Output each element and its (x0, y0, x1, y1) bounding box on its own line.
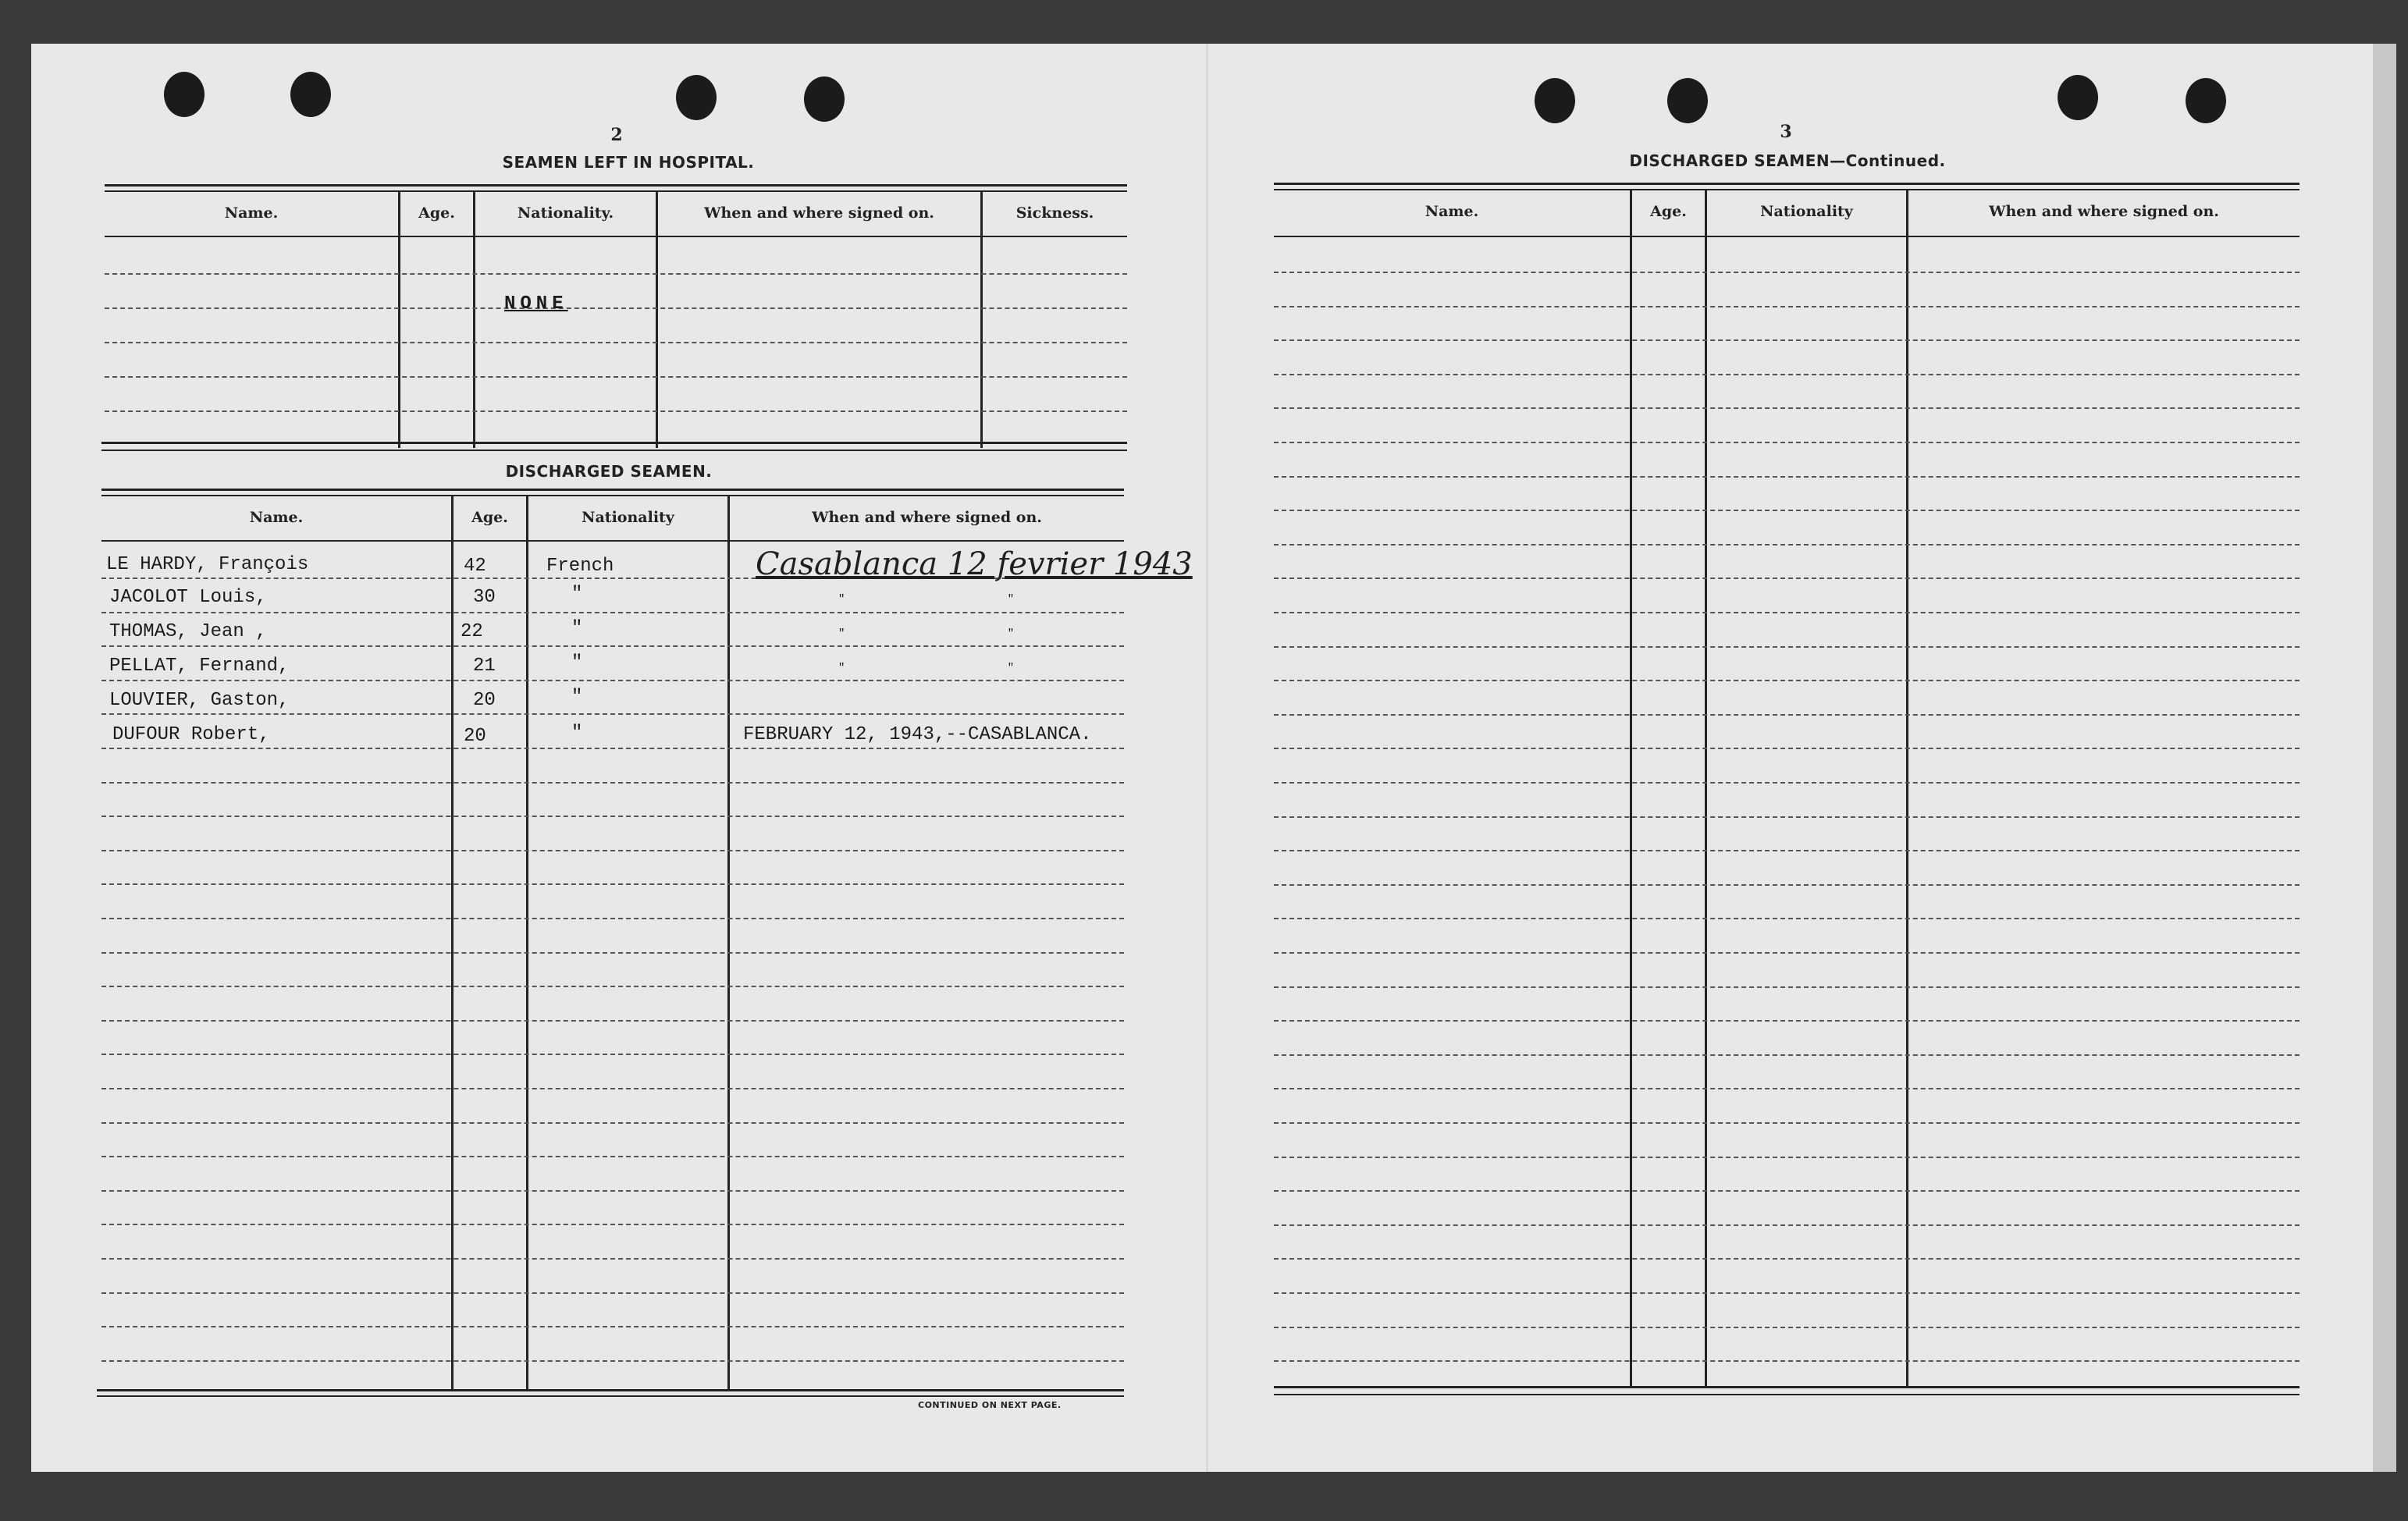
hospital-table-top-rule-2 (105, 190, 1127, 192)
row-line (101, 1224, 1124, 1225)
row-line (1274, 442, 2300, 443)
continued-footer: CONTINUED ON NEXT PAGE. (918, 1400, 1062, 1410)
row-line (1274, 952, 2300, 954)
row-line (101, 1258, 1124, 1260)
seaman-signed-on: FEBRUARY 12, 1943,--CASABLANCA. (743, 724, 1092, 745)
row-line (1274, 1190, 2300, 1192)
row-line (1274, 1224, 2300, 1226)
row-line (101, 816, 1124, 817)
row-line (101, 1088, 1124, 1089)
right-table-top-rule-2 (1274, 189, 2300, 190)
discharged-col-divider (727, 496, 730, 1389)
hospital-col-divider (398, 192, 400, 448)
row-line (101, 986, 1124, 987)
right-col-nationality: Nationality (1760, 203, 1853, 220)
row-line (1274, 680, 2300, 681)
hospital-table-top-rule (105, 184, 1127, 187)
row-line (1274, 1258, 2300, 1260)
seaman-nationality: " (571, 652, 583, 673)
seaman-name: PELLAT, Fernand, (109, 656, 290, 677)
seaman-age: 20 (464, 726, 486, 747)
row-line (1274, 510, 2300, 511)
seaman-age: 21 (473, 656, 496, 677)
punch-hole (290, 72, 331, 117)
hospital-col-divider (656, 192, 658, 448)
row-line (101, 612, 1124, 613)
page-number-left: 2 (610, 125, 623, 145)
row-line (1274, 1088, 2300, 1089)
seaman-age: 22 (461, 621, 483, 642)
row-line (1274, 476, 2300, 478)
seaman-age: 42 (464, 556, 486, 577)
seaman-name: DUFOUR Robert, (112, 724, 270, 745)
discharged-table-top-rule-2 (101, 495, 1124, 496)
discharged-col-nationality: Nationality (582, 509, 674, 526)
row-line (1274, 407, 2300, 409)
row-line (1274, 884, 2300, 886)
right-table-bottom-rule (1274, 1386, 2300, 1388)
row-line (1274, 816, 2300, 818)
discharged-section-title: DISCHARGED SEAMEN. (505, 462, 713, 481)
punch-hole (164, 72, 205, 117)
punch-hole (676, 75, 717, 120)
row-line (101, 952, 1124, 954)
row-line (1274, 1292, 2300, 1294)
row-line (101, 1020, 1124, 1022)
seaman-nationality: " (571, 584, 583, 605)
row-line (1274, 986, 2300, 988)
discharged-header-rule (101, 540, 1124, 542)
seaman-signed-on-handwritten: Casablanca 12 fevrier 1943 (756, 546, 1193, 582)
row-line (101, 1292, 1124, 1294)
hospital-none-entry: NONE (504, 293, 568, 315)
row-line (101, 1156, 1124, 1157)
sheet-edge (2373, 44, 2396, 1472)
punch-hole (804, 76, 845, 122)
row-line (101, 1122, 1124, 1124)
seaman-name: THOMAS, Jean , (109, 621, 267, 642)
discharged-col-divider (526, 496, 528, 1389)
seaman-name: JACOLOT Louis, (109, 587, 267, 608)
seaman-nationality: French (546, 556, 614, 577)
row-line (101, 918, 1124, 919)
right-col-signed-on: When and where signed on. (1989, 203, 2219, 220)
hospital-col-name: Name. (224, 204, 279, 222)
page-number-right: 3 (1780, 122, 1792, 142)
hospital-col-age: Age. (418, 204, 455, 222)
continued-section-title: DISCHARGED SEAMEN—Continued. (1629, 151, 1946, 170)
discharged-table-bottom-rule (97, 1389, 1124, 1391)
seaman-nationality: " (571, 687, 583, 708)
row-line (1274, 1360, 2300, 1362)
seaman-signed-on: " " (838, 662, 1015, 674)
seaman-nationality: " (571, 618, 583, 639)
row-line (101, 1054, 1124, 1055)
right-col-age: Age. (1650, 203, 1687, 220)
row-line (105, 307, 1127, 309)
seaman-nationality: " (571, 723, 583, 744)
punch-hole (1535, 78, 1575, 123)
seaman-age: 20 (473, 690, 496, 711)
right-col-divider (1906, 190, 1908, 1388)
row-line (101, 782, 1124, 784)
hospital-col-sickness: Sickness. (1015, 204, 1094, 222)
row-line (1274, 1122, 2300, 1124)
seaman-signed-on: " " (838, 593, 1015, 606)
row-line (1274, 339, 2300, 341)
punch-hole (1667, 78, 1708, 123)
hospital-table-bottom-rule-2 (101, 450, 1127, 451)
row-line (1274, 918, 2300, 919)
right-header-rule (1274, 236, 2300, 237)
right-table-top-rule (1274, 183, 2300, 185)
row-line (101, 883, 1124, 885)
row-line (1274, 1327, 2300, 1328)
row-line (1274, 577, 2300, 579)
row-line (105, 376, 1127, 378)
punch-hole (2058, 75, 2098, 120)
center-fold (1206, 44, 1208, 1472)
row-line (101, 748, 1124, 749)
row-line (101, 645, 1124, 647)
right-table-bottom-rule-2 (1274, 1394, 2300, 1395)
discharged-col-signed-on: When and where signed on. (812, 509, 1042, 526)
right-col-divider (1705, 190, 1707, 1388)
row-line (1274, 374, 2300, 375)
row-line (1274, 1157, 2300, 1158)
discharged-table-bottom-rule-2 (97, 1395, 1124, 1397)
row-line (1274, 544, 2300, 545)
seaman-age: 30 (473, 587, 496, 608)
row-line (1274, 272, 2300, 273)
row-line (101, 1326, 1124, 1327)
row-line (101, 680, 1124, 681)
punch-hole (2186, 78, 2226, 123)
row-line (101, 713, 1124, 715)
seaman-name: LOUVIER, Gaston, (109, 690, 290, 711)
row-line (1274, 1020, 2300, 1022)
hospital-col-divider (473, 192, 475, 448)
row-line (1274, 1054, 2300, 1056)
seaman-name: LE HARDY, François (106, 554, 309, 575)
hospital-col-divider (980, 192, 983, 448)
right-col-divider (1630, 190, 1632, 1388)
row-line (1274, 748, 2300, 749)
row-line (1274, 306, 2300, 307)
row-line (1274, 850, 2300, 851)
seaman-signed-on: " " (838, 627, 1015, 640)
hospital-table-bottom-rule (101, 442, 1127, 444)
discharged-table-top-rule (101, 489, 1124, 491)
row-line (1274, 782, 2300, 784)
discharged-col-divider (451, 496, 454, 1389)
hospital-section-title: SEAMEN LEFT IN HOSPITAL. (502, 153, 755, 172)
row-line (105, 342, 1127, 343)
row-line (101, 850, 1124, 851)
row-line (105, 410, 1127, 412)
discharged-col-age: Age. (471, 509, 508, 526)
hospital-col-signed-on: When and where signed on. (704, 204, 934, 222)
row-line (1274, 714, 2300, 716)
row-line (101, 1190, 1124, 1192)
row-line (105, 273, 1127, 275)
row-line (1274, 612, 2300, 613)
hospital-col-nationality: Nationality. (517, 204, 614, 222)
right-col-name: Name. (1425, 203, 1479, 220)
discharged-col-name: Name. (249, 509, 304, 526)
row-line (101, 1360, 1124, 1362)
hospital-header-rule (105, 236, 1127, 237)
row-line (1274, 646, 2300, 648)
